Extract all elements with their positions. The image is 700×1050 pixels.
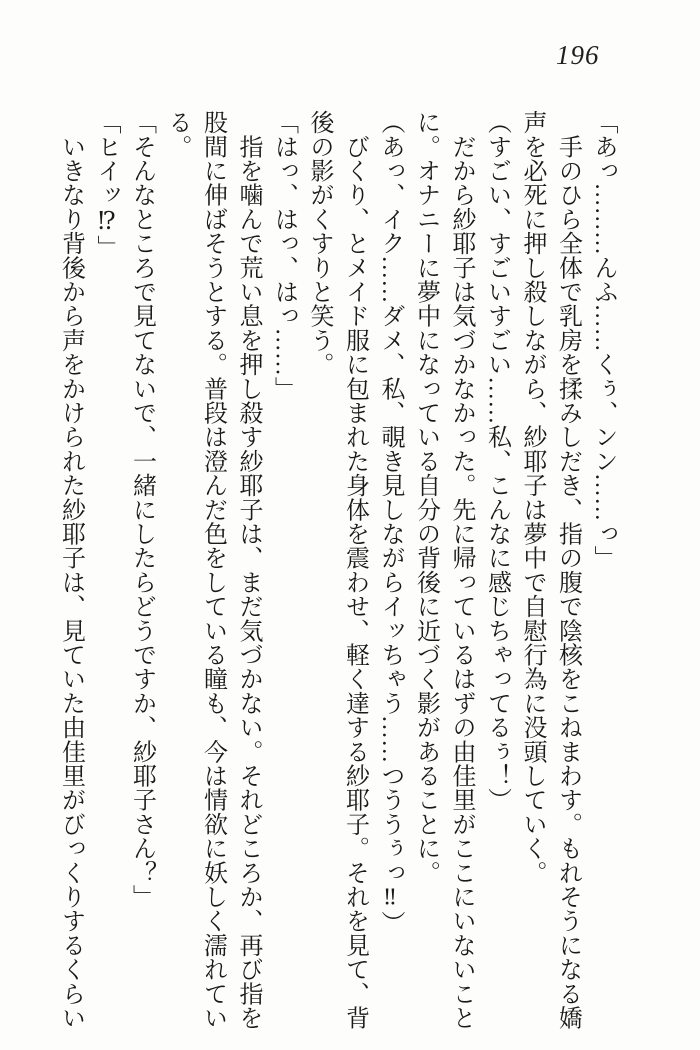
text-column: 指を噛んで荒い息を押し殺す紗耶子は、まだ気づかない。それどころか、再び指を xyxy=(235,110,261,1030)
text-column: 「あっ………んふ……くぅ、ンン……っ」 xyxy=(590,110,616,570)
text-column: （すごい、すごいすごい……私、こんなに感じちゃってるぅ！） xyxy=(483,110,510,812)
text-column: （あっ、イク……ダメ、私、覗き見しながらイッちゃう……つううぅっ‼） xyxy=(377,110,403,935)
vertical-text-block xyxy=(52,110,620,1036)
text-column: 「ヒイッ⁉」 xyxy=(93,110,119,260)
text-column: 「そんなところで見てないで、一緒にしたらどうですか、紗耶子さん？」 xyxy=(128,110,155,909)
text-column: 手のひら全体で乳房を揉みしだき、指の腹で陰核をこねまわす。もれそうになる嬌 xyxy=(554,110,581,1030)
text-column: 声を必死に押し殺しながら、紗耶子は夢中で自慰行為に没頭していく。 xyxy=(519,110,545,885)
text-column: る。 xyxy=(164,110,190,159)
text-column: だから紗耶子は気づかなかった。先に帰っているはずの由佳里がここにいないこと xyxy=(448,110,474,1030)
text-column: いきなり背後から声をかけられた紗耶子は、見ていた由佳里がびっくりするくらい xyxy=(57,110,84,1030)
text-column: に。オナニーに夢中になっている自分の背後に近づく影があることに。 xyxy=(412,110,439,885)
text-column: 股間に伸ばそうとする。普段は澄んだ色をしている瞳も、今は情欲に妖しく濡れてい xyxy=(199,110,226,1030)
text-column: 後の影がくすりと笑う。 xyxy=(306,110,332,377)
text-column: びくり、とメイド服に包まれた身体を震わせ、軽く達する紗耶子。それを見て、背 xyxy=(341,110,368,1030)
page-number: 196 xyxy=(556,40,600,70)
text-column: 「はっ、はっ、はっ……」 xyxy=(270,110,297,401)
